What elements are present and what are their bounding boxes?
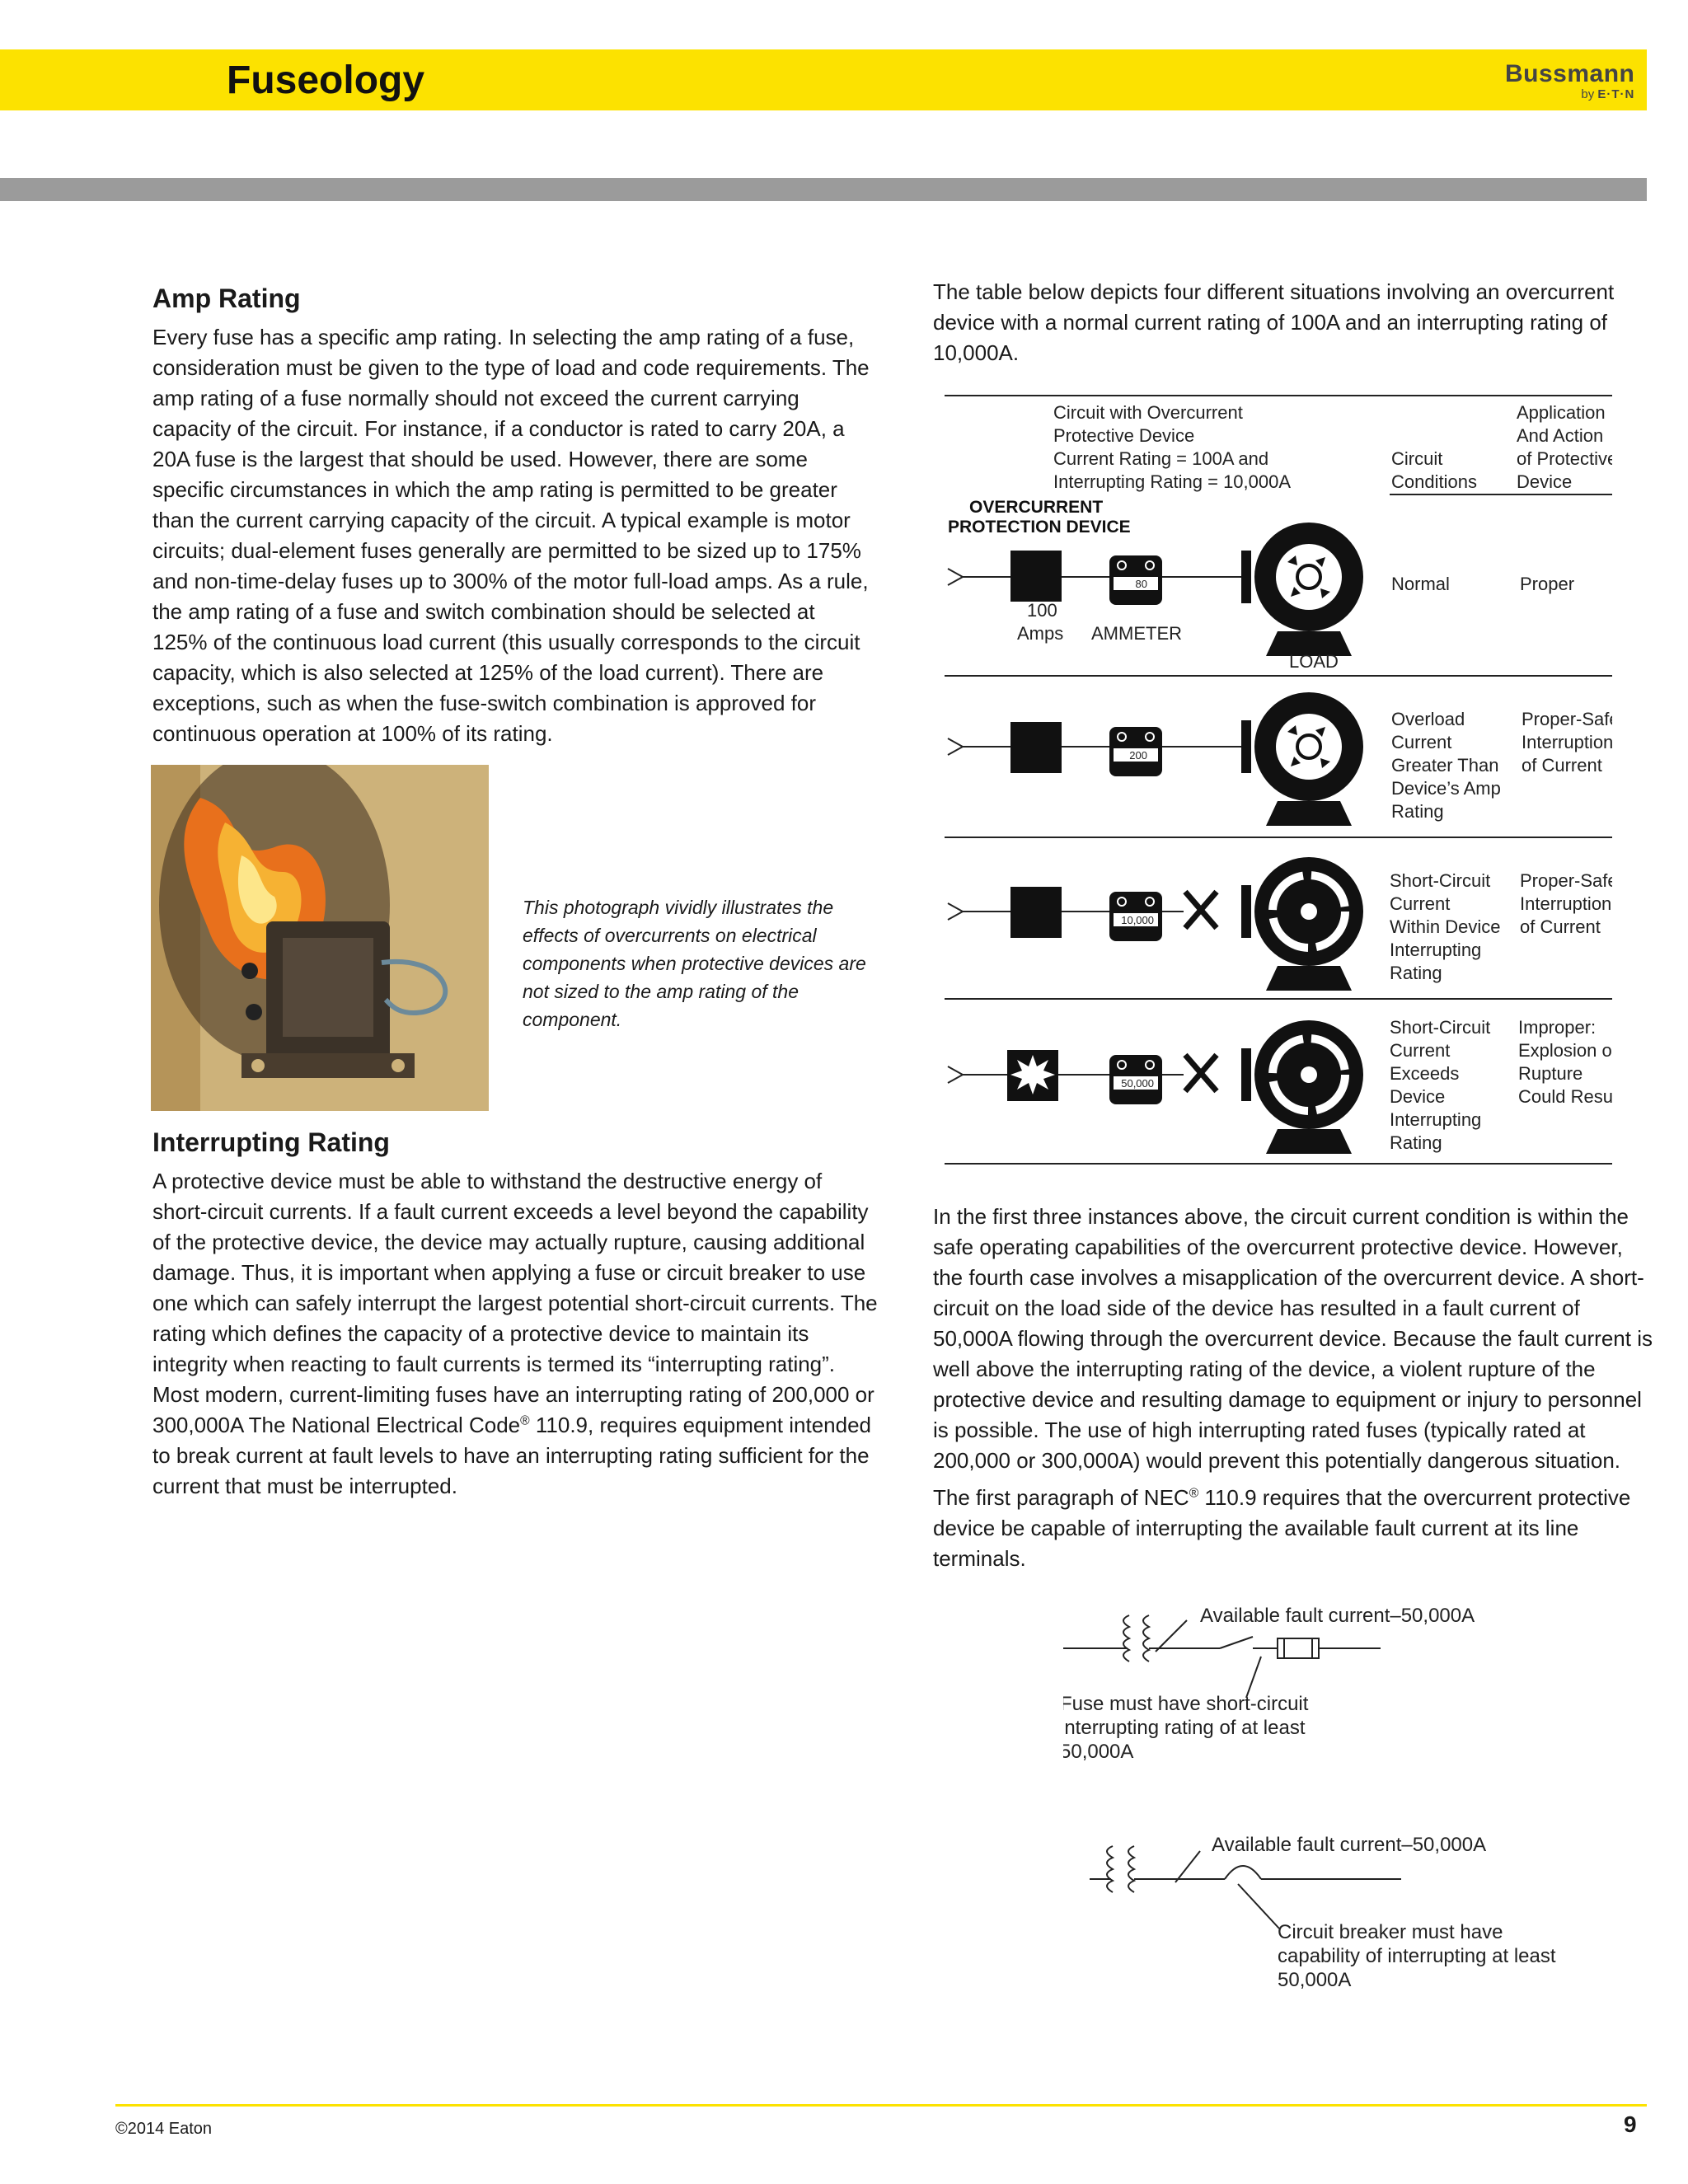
th-col3-line3: of Protective <box>1517 448 1612 469</box>
row4-condition-line1: Short-Circuit <box>1390 1017 1491 1038</box>
row2-action-line3: of Current <box>1522 755 1602 776</box>
row2-condition-line1: Overload <box>1391 709 1465 729</box>
page-title: Fuseology <box>227 59 425 102</box>
diagram1-title: Available fault current–50,000A <box>1200 1607 1475 1627</box>
fuse-diagram <box>1063 1615 1381 1698</box>
table-row <box>948 692 1612 826</box>
right-paragraph-2 <box>933 1483 1658 1574</box>
th-col2-line1: Circuit <box>1391 448 1443 469</box>
th-col1-line4: Interrupting Rating = 10,000A <box>1053 471 1292 492</box>
nec-text-part2: 110.9 requires that the overcurrent protective device be capable of interrupting the available fault current at its line terminals. <box>933 1485 1631 1571</box>
row4-action-line3: Rupture <box>1518 1063 1583 1084</box>
row2-condition-line5: Rating <box>1391 801 1444 822</box>
row1-condition: Normal <box>1391 574 1450 594</box>
diagram1-note-line3: 50,000A <box>1063 1741 1134 1763</box>
row3-condition-line4: Interrupting <box>1390 940 1482 960</box>
row3-condition-line2: Current <box>1390 893 1451 914</box>
row4-condition-line2: Current <box>1390 1040 1451 1061</box>
circuit-breaker-diagram <box>1090 1846 1401 1929</box>
amp-rating-heading: Amp Rating <box>152 284 301 313</box>
interrupting-body-part1: A protective device must be able to withstand the destructive energy of short-circuit currents. If a fault current exceeds a level beyond the capability of the protective device, the device may actually rupture, causing additional damage. Thus, it is important when applying a fuse or circuit breaker to use one which can safely interrupt the largest potential short-circuit currents. The rating which defines the capacity of a protective device to maintain its integrity when reacting to fault currents is termed its “interrupting rating”. Most modern, current-limiting fuses have an interrupting rating of 200,000 or 300,000A The National Electrical Code <box>152 1169 878 1437</box>
row2-condition-line4: Device’s Amp <box>1391 778 1501 799</box>
row3-action-line3: of Current <box>1520 916 1601 937</box>
interrupting-rating-body <box>152 1166 878 1502</box>
th-col2-line2: Conditions <box>1391 471 1477 492</box>
th-col3-line2: And Action <box>1517 425 1604 446</box>
row1-action: Proper <box>1520 574 1575 594</box>
brand-by: by <box>1581 87 1595 101</box>
table-row <box>948 857 1612 991</box>
table-intro: The table below depicts four different situations involving an overcurrent device with a normal current rating of 100A and an interrupting rating of 10,000A. <box>933 279 1615 365</box>
registered-mark: ® <box>1189 1486 1199 1501</box>
row4-condition-line3: Exceeds <box>1390 1063 1460 1084</box>
fault-current-diagrams <box>1063 1607 1640 2003</box>
ammeter-label: AMMETER <box>1091 623 1182 644</box>
diagram2-note-line3: 50,000A <box>1278 1969 1352 1991</box>
diagram1-note-line2: interrupting rating of at least <box>1063 1717 1306 1739</box>
row4-action-line2: Explosion or <box>1518 1040 1612 1061</box>
table-row <box>948 1017 1612 1154</box>
th-col3-line4: Device <box>1517 471 1573 492</box>
brand-logo <box>1505 61 1634 102</box>
ammeter-reading: 50,000 <box>1121 1077 1154 1090</box>
registered-mark: ® <box>520 1413 530 1428</box>
diagram1-note-line1: Fuse must have short-circuit <box>1063 1693 1309 1715</box>
short-circuit-x-icon <box>1185 892 1217 928</box>
row4-condition-line4: Device <box>1390 1086 1446 1107</box>
ammeter-reading: 80 <box>1135 578 1147 590</box>
row3-action-line2: Interruption <box>1520 893 1612 914</box>
amps-unit: Amps <box>1017 623 1064 644</box>
brand-name: Bussmann <box>1505 60 1635 87</box>
row3-condition-line5: Rating <box>1390 963 1442 983</box>
amp-rating-body: Every fuse has a specific amp rating. In selecting the amp rating of a fuse, consideration must be given to the type of load and code requirements. The amp rating of a fuse normally should not exceed the current carrying capacity of the circuit. For instance, if a conductor is rated to carry 20A, a 20A fuse is the largest that should be used. However, there are some specific circumstances in which the amp rating is permitted to be greater than the current carrying capacity of the circuit. A typical example is motor circuits; dual-element fuses generally are permitted to be sized up to 175% and non-time-delay fuses up to 300% of the motor full-load amps. As a rule, the amp rating of a fuse and switch combination should be selected at 125% of the continuous load current (this usually corresponds to the circuit capacity, which is also selected at 125% of the load current). There are exceptions, such as when the fuse-switch combination is approved for continuous operation at 100% of its rating. <box>152 325 870 746</box>
row2-condition-line2: Current <box>1391 732 1452 752</box>
amps-value: 100 <box>1027 600 1057 621</box>
row3-condition-line1: Short-Circuit <box>1390 870 1491 891</box>
short-circuit-x-icon <box>1185 1055 1217 1091</box>
interrupting-body-part2: 110.9, requires equipment intended to break current at fault levels to have an interrupting rating sufficient for the current that must be interrupted. <box>152 1413 872 1498</box>
th-col3-line1: Application <box>1517 402 1606 423</box>
brand-byline <box>1505 87 1634 102</box>
overcurrent-situations-table <box>945 394 1612 1177</box>
diagram2-note-line1: Circuit breaker must have <box>1278 1921 1503 1943</box>
footer-rule <box>115 2104 1647 2107</box>
row4-condition-line6: Rating <box>1390 1132 1442 1153</box>
footer-copyright: ©2014 Eaton <box>115 2120 213 2138</box>
row2-action-line1: Proper-Safe <box>1522 709 1612 729</box>
divider-bar <box>0 178 1647 201</box>
row2-action-line2: Interruption <box>1522 732 1612 752</box>
row3-action-line1: Proper-Safe <box>1520 870 1612 891</box>
diagram2-note-line2: capability of interrupting at least <box>1278 1945 1556 1967</box>
ammeter-reading: 10,000 <box>1121 914 1154 926</box>
th-col1-line1: Circuit with Overcurrent <box>1053 402 1243 423</box>
page-number: 9 <box>1624 2111 1637 2137</box>
row4-condition-line5: Interrupting <box>1390 1109 1482 1130</box>
row4-action-line4: Could Result <box>1518 1086 1612 1107</box>
row3-condition-line3: Within Device <box>1390 916 1501 937</box>
burnt-component-photo <box>151 765 489 1111</box>
ammeter-reading: 200 <box>1129 749 1147 762</box>
ocpd-label-line1: OVERCURRENT <box>969 498 1104 517</box>
brand-parent: E·T·N <box>1597 87 1635 101</box>
table-row <box>948 523 1574 672</box>
photo-caption: This photograph vividly illustrates the effects of overcurrents on electrical components when protective devices are not sized to the amp rating of the component. <box>523 897 866 1030</box>
nec-text-part1: The first paragraph of NEC <box>933 1485 1189 1510</box>
interrupting-rating-section <box>152 1127 878 1502</box>
amp-rating-section <box>152 284 870 749</box>
right-paragraph-1: In the first three instances above, the circuit current condition is within the safe operating capabilities of the overcurrent protective device. However, the fourth case involves a misapplication of the overcurrent device. A short-circuit on the load side of the device has resulted in a fault current of 50,000A flowing through the overcurrent device. Because the fault current is well above the interrupting rating of the device, a violent rupture of the protective device and resulting damage to equipment or injury to personnel is possible. The use of high interrupting rated fuses (typically rated at 200,000 or 300,000A) would prevent this potentially dangerous situation. <box>933 1204 1653 1473</box>
row2-condition-line3: Greater Than <box>1391 755 1499 776</box>
diagram2-title: Available fault current–50,000A <box>1212 1834 1487 1856</box>
row4-action-line1: Improper: <box>1518 1017 1597 1038</box>
interrupting-rating-heading: Interrupting Rating <box>152 1127 390 1157</box>
load-label: LOAD <box>1289 651 1339 672</box>
th-col1-line2: Protective Device <box>1053 425 1195 446</box>
th-col1-line3: Current Rating = 100A and <box>1053 448 1269 469</box>
right-body <box>933 1202 1658 1581</box>
ocpd-label-line2: PROTECTION DEVICE <box>948 518 1131 537</box>
